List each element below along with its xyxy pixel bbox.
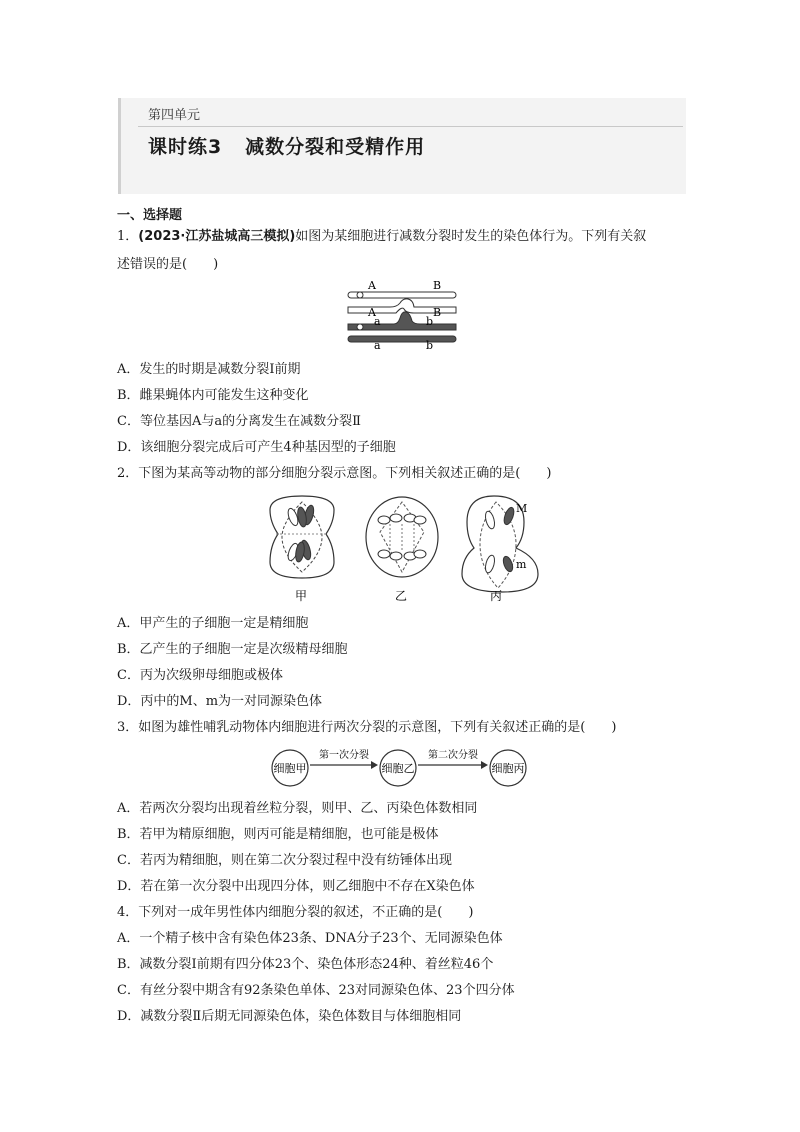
flow-cell-jia: 细胞甲 <box>273 762 307 775</box>
option-A: A．发生的时期是减数分裂Ⅰ前期 <box>117 362 301 377</box>
question-1-stem-line1 <box>117 229 646 245</box>
lesson-topic: 减数分裂和受精作用 <box>245 136 426 158</box>
flow-cell-bing: 细胞丙 <box>491 762 525 775</box>
question-4-stem <box>117 905 473 921</box>
chromosome-label-m: m <box>516 558 527 571</box>
gene-label: A <box>368 306 376 319</box>
gene-label: a <box>374 315 381 328</box>
option-B: B．雌果蝇体内可能发生这种变化 <box>117 388 309 403</box>
lesson-title <box>148 132 425 159</box>
cell-label-jia: 甲 <box>295 589 308 603</box>
question-number: 4． <box>117 905 139 920</box>
header-divider <box>138 126 683 127</box>
question-source: (2023·江苏盐城高三模拟) <box>138 229 296 244</box>
crossover-figure <box>340 278 465 350</box>
question-text: 下图为某高等动物的部分细胞分裂示意图。下列相关叙述正确的是( ) <box>138 466 552 481</box>
option-C: C．丙为次级卵母细胞或极体 <box>117 668 283 683</box>
option-A: A．一个精子核中含有染色体23条、DNA分子23个、无同源染色体 <box>117 931 503 946</box>
option-A: A．若两次分裂均出现着丝粒分裂，则甲、乙、丙染色体数相同 <box>117 801 478 816</box>
gene-label: B <box>433 306 442 319</box>
gene-label: a <box>374 339 381 350</box>
option-B: B．减数分裂Ⅰ前期有四分体23个、染色体形态24种、着丝粒46个 <box>117 957 494 972</box>
gene-label: B <box>433 279 442 292</box>
lesson-number: 课时练3 <box>148 136 223 158</box>
option-C: C．等位基因A与a的分离发生在减数分裂Ⅱ <box>117 414 361 429</box>
cell-yi <box>366 497 438 577</box>
option-D: D．减数分裂Ⅱ后期无同源染色体，染色体数目与体细胞相同 <box>117 1009 462 1024</box>
cell-label-bing: 丙 <box>490 589 503 603</box>
chromosome-label-M: M <box>516 502 528 515</box>
gene-label: b <box>426 339 434 350</box>
cell-division-figure <box>262 492 552 604</box>
option-D: D．该细胞分裂完成后可产生4种基因型的子细胞 <box>117 440 396 455</box>
division-flow-figure <box>268 744 533 788</box>
question-text: 如图为某细胞进行减数分裂时发生的染色体行为。下列有关叙 <box>295 229 647 244</box>
option-B: B．若甲为精原细胞，则丙可能是精细胞，也可能是极体 <box>117 827 439 842</box>
flow-cell-yi: 细胞乙 <box>381 762 415 775</box>
option-C: C．有丝分裂中期含有92条染色单体、23对同源染色体、23个四分体 <box>117 983 515 998</box>
flow-arrow-label-2: 第二次分裂 <box>428 750 478 761</box>
option-D: D．丙中的M、m为一对同源染色体 <box>117 694 323 709</box>
question-text: 下列对一成年男性体内细胞分裂的叙述，不正确的是( ) <box>138 905 474 920</box>
option-B: B．乙产生的子细胞一定是次级精母细胞 <box>117 642 348 657</box>
gene-label: b <box>426 315 434 328</box>
section-title: 一、选择题 <box>117 208 183 223</box>
gene-label: A <box>368 279 376 292</box>
question-number: 3． <box>117 720 139 735</box>
flow-arrow-label-1: 第一次分裂 <box>319 750 369 761</box>
option-D: D．若在第一次分裂中出现四分体，则乙细胞中不存在X染色体 <box>117 879 475 894</box>
question-number: 2． <box>117 466 139 481</box>
question-text: 如图为雄性哺乳动物体内细胞进行两次分裂的示意图，下列有关叙述正确的是( ) <box>138 720 617 735</box>
cell-bing <box>462 496 538 592</box>
cell-jia <box>270 496 334 578</box>
option-C: C．若丙为精细胞，则在第二次分裂过程中没有纺锤体出现 <box>117 853 452 868</box>
question-1-stem-line2: 述错误的是( ) <box>117 257 219 272</box>
cell-label-yi: 乙 <box>395 589 408 603</box>
question-number: 1． <box>117 229 139 244</box>
unit-label: 第四单元 <box>148 108 201 123</box>
question-2-stem <box>117 466 551 482</box>
question-3-stem <box>117 720 616 736</box>
option-A: A．甲产生的子细胞一定是精细胞 <box>117 616 309 631</box>
